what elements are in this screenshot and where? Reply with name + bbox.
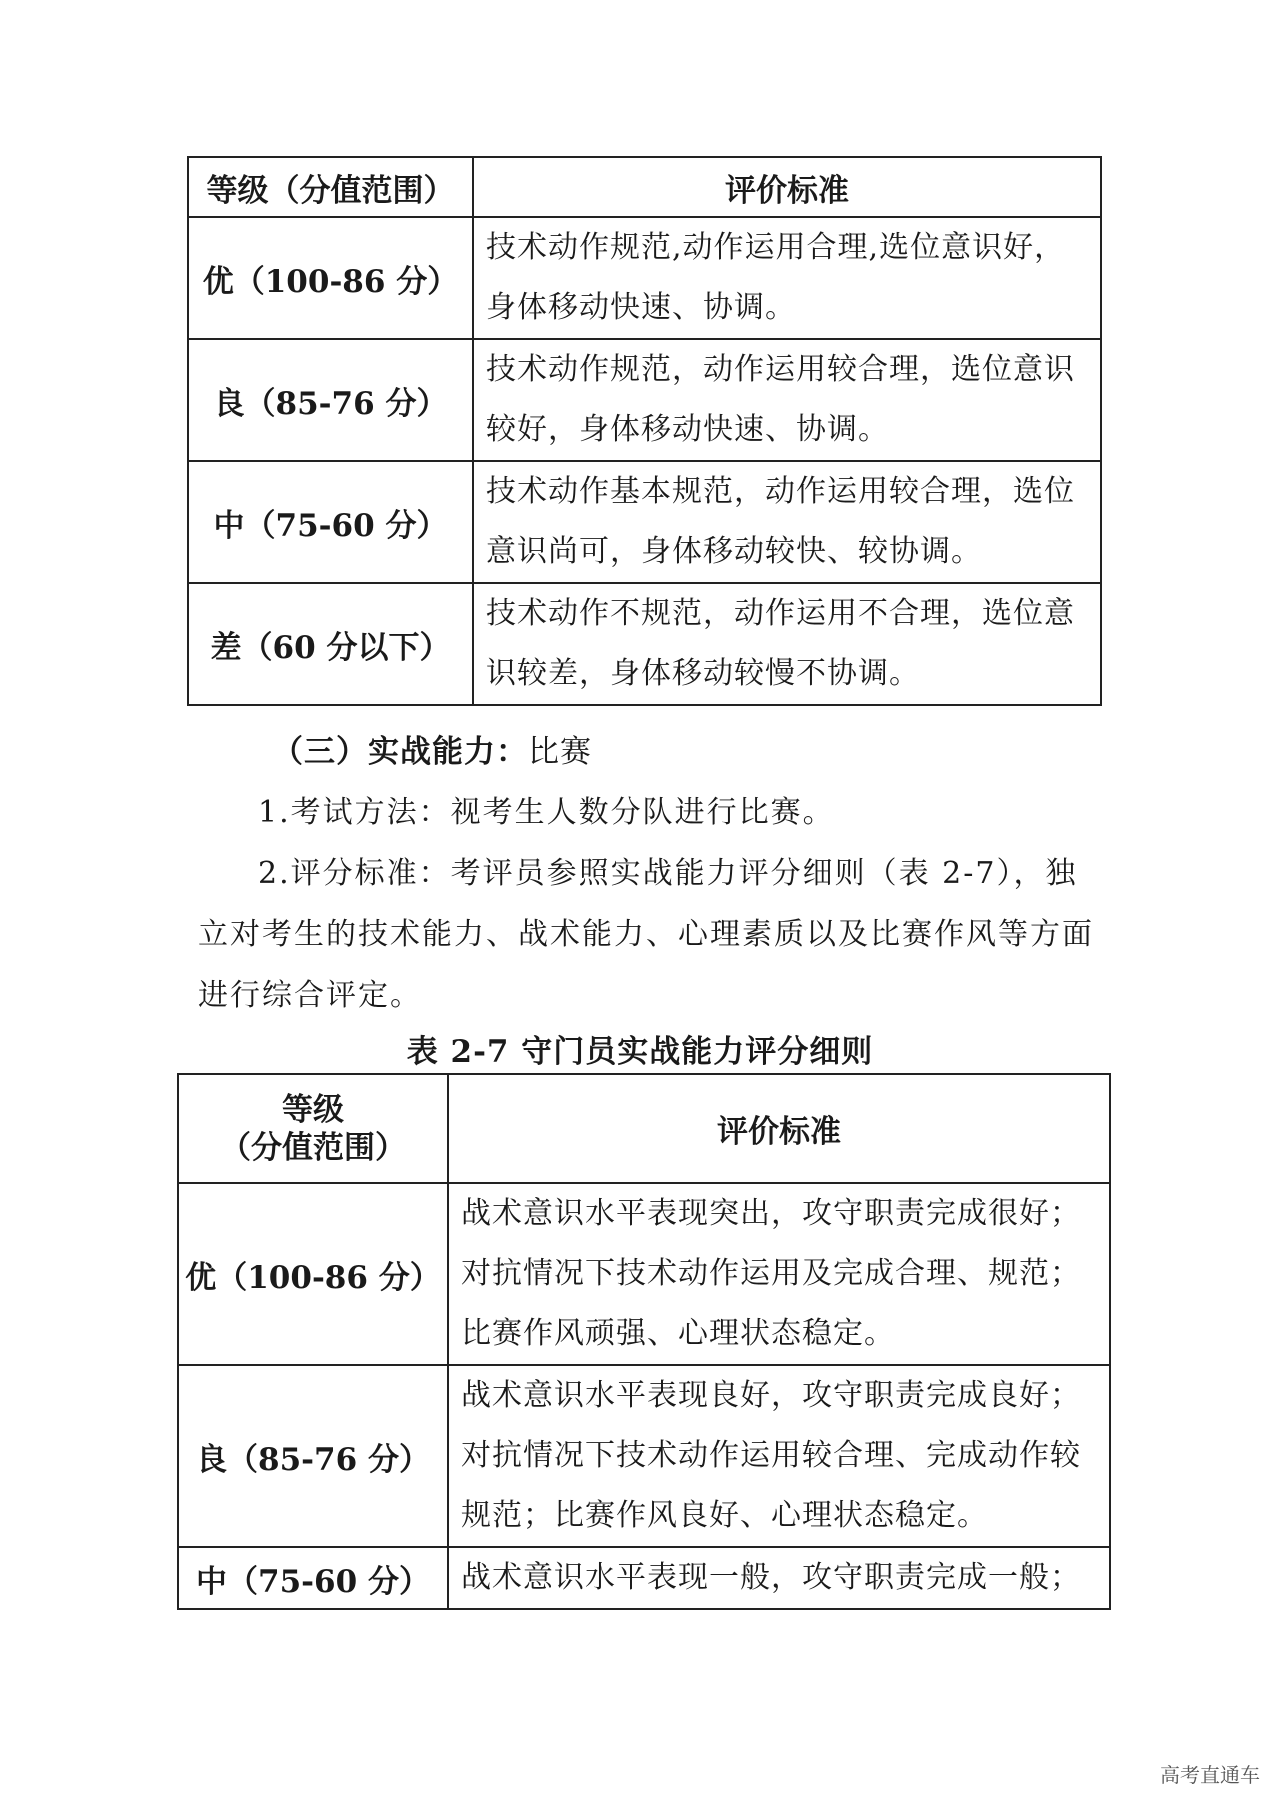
- grade-cell: 良（85-76 分）: [178, 1365, 448, 1547]
- header-grade-cell: [178, 1074, 448, 1183]
- criteria-line: 技术动作规范,动作运用合理,选位意识好，: [486, 230, 1066, 265]
- grade-table-2: [177, 1073, 1111, 1610]
- criteria-line: 意识尚可，身体移动较快、较协调。: [486, 534, 982, 569]
- criteria-line: 技术动作基本规范，动作运用较合理，选位: [486, 474, 1075, 509]
- section-heading: [272, 726, 592, 771]
- table-row: [188, 217, 1101, 339]
- criteria-line: 身体移动快速、协调。: [486, 290, 796, 325]
- criteria-line: 对抗情况下技术动作运用及完成合理、规范；: [461, 1256, 1081, 1291]
- criteria-cell: [473, 583, 1101, 705]
- grade-cell: 中（75-60 分）: [188, 461, 473, 583]
- table-row: [178, 1547, 1110, 1609]
- table-row: [188, 461, 1101, 583]
- criteria-line: 较好，身体移动快速、协调。: [486, 412, 889, 447]
- header-grade-line: （分值范围）: [220, 1129, 406, 1166]
- criteria-line: 规范；比赛作风良好、心理状态稳定。: [461, 1498, 988, 1533]
- table-row: [178, 1183, 1110, 1365]
- header-grade-line: 等级: [282, 1091, 344, 1128]
- scoring-paragraph-line: 立对考生的技术能力、战术能力、心理素质以及比赛作风等方面: [198, 917, 1094, 952]
- criteria-cell: [473, 461, 1101, 583]
- criteria-cell: [473, 339, 1101, 461]
- criteria-cell: [448, 1547, 1110, 1609]
- criteria-cell: [448, 1183, 1110, 1365]
- grade-cell: 差（60 分以下）: [188, 583, 473, 705]
- grade-cell: 优（100-86 分）: [178, 1183, 448, 1365]
- table-caption: 表 2-7 守门员实战能力评分细则: [406, 1034, 874, 1070]
- criteria-line: 战术意识水平表现突出，攻守职责完成很好；: [461, 1196, 1081, 1231]
- scoring-paragraph-line: 2.评分标准：考评员参照实战能力评分细则（表 2-7），独: [258, 856, 1078, 891]
- table-header-row: [188, 157, 1101, 217]
- table-row: [178, 1365, 1110, 1547]
- header-criteria-cell: 评价标准: [448, 1074, 1110, 1183]
- header-criteria-cell: 评价标准: [473, 157, 1101, 217]
- criteria-line: 识较差，身体移动较慢不协调。: [486, 656, 920, 691]
- table-header-row: [178, 1074, 1110, 1183]
- criteria-line: 技术动作规范，动作运用较合理，选位意识: [486, 352, 1075, 387]
- method-paragraph: 1.考试方法：视考生人数分队进行比赛。: [258, 795, 835, 830]
- criteria-line: 战术意识水平表现良好，攻守职责完成良好；: [461, 1378, 1081, 1413]
- grade-cell: 优（100-86 分）: [188, 217, 473, 339]
- criteria-cell: [473, 217, 1101, 339]
- section-heading-normal: 比赛: [528, 734, 592, 770]
- criteria-line: 战术意识水平表现一般，攻守职责完成一般；: [461, 1560, 1081, 1595]
- header-grade-cell: 等级（分值范围）: [188, 157, 473, 217]
- grade-cell: 良（85-76 分）: [188, 339, 473, 461]
- grade-table-1: [187, 156, 1102, 706]
- table-row: [188, 339, 1101, 461]
- criteria-line: 技术动作不规范，动作运用不合理，选位意: [486, 596, 1075, 631]
- scoring-paragraph-line: 进行综合评定。: [198, 978, 422, 1013]
- criteria-line: 对抗情况下技术动作运用较合理、完成动作较: [461, 1438, 1081, 1473]
- watermark-text: 高考直通车: [1160, 1763, 1260, 1787]
- grade-cell: 中（75-60 分）: [178, 1547, 448, 1609]
- table-row: [188, 583, 1101, 705]
- section-heading-bold: （三）实战能力：: [272, 734, 528, 770]
- criteria-cell: [448, 1365, 1110, 1547]
- criteria-line: 比赛作风顽强、心理状态稳定。: [461, 1316, 895, 1351]
